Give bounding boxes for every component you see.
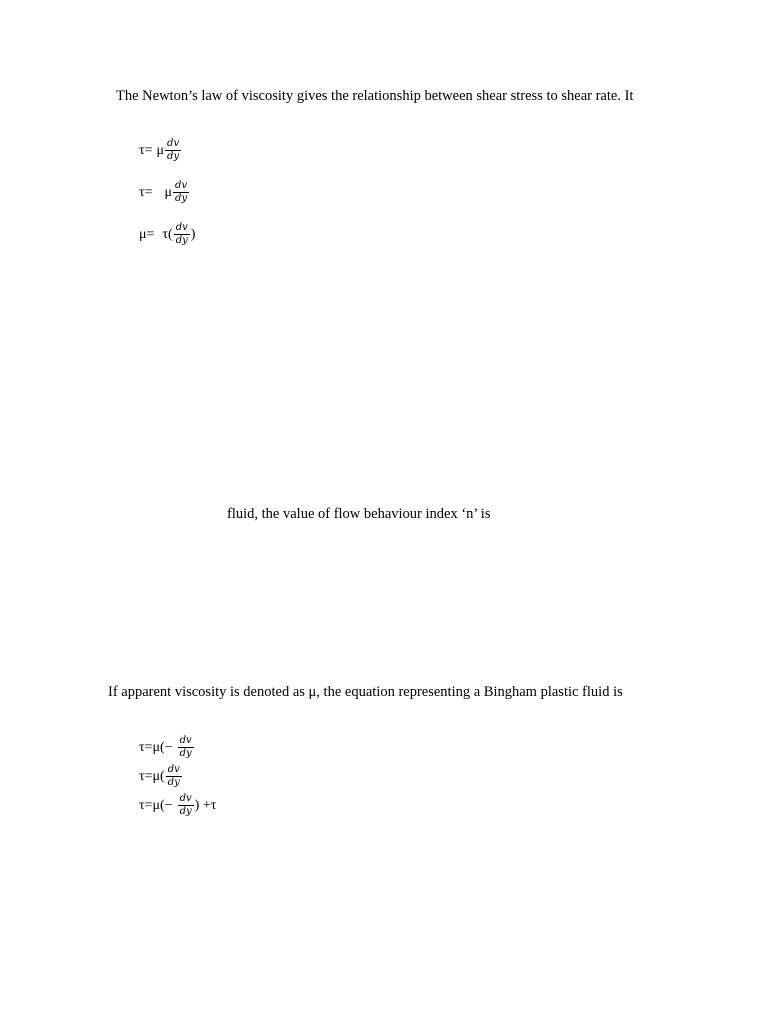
fraction-denominator: dy [167, 151, 180, 162]
question-3-text: If apparent viscosity is denoted as μ, the equation representing a Bingham plastic fluid is [108, 684, 623, 700]
equation-coefficient: μ [164, 184, 173, 200]
equation-close: ) +τ [194, 797, 217, 813]
question-2-text: fluid, the value of flow behaviour index ‘n’ is [227, 506, 491, 522]
fraction [165, 139, 181, 162]
question-3-option-1 [139, 736, 195, 759]
fraction [173, 181, 189, 204]
equation-coefficient: τ( [162, 226, 173, 242]
fraction-denominator: dy [175, 235, 188, 246]
fraction [178, 794, 194, 817]
fraction-denominator: dy [175, 193, 188, 204]
equation-lhs: μ= [139, 226, 155, 242]
fraction [166, 765, 182, 788]
fraction [178, 736, 194, 759]
equation-coefficient: μ [156, 142, 165, 158]
fraction-numerator: dv [179, 735, 192, 746]
equation-coefficient: μ( [152, 768, 165, 784]
fraction-denominator: dy [179, 806, 192, 817]
fraction-numerator: dv [167, 138, 180, 149]
equation-lhs: τ= [139, 184, 153, 200]
question-3-option-3 [139, 794, 216, 817]
equation-lhs: τ= [139, 768, 153, 784]
question-1-option-3 [139, 223, 195, 246]
equation-lhs: τ= [139, 142, 153, 158]
equation-coefficient: μ(− [152, 739, 173, 755]
fraction-denominator: dy [167, 777, 180, 788]
question-1-option-2 [139, 181, 190, 204]
equation-lhs: τ= [139, 797, 153, 813]
question-1-text: The Newton’s law of viscosity gives the relationship between shear stress to shear rate. It [116, 88, 634, 104]
fraction-numerator: dv [175, 180, 188, 191]
question-1-option-1 [139, 139, 182, 162]
question-3-option-2 [139, 765, 183, 788]
equation-lhs: τ= [139, 739, 153, 755]
fraction-denominator: dy [179, 748, 192, 759]
equation-coefficient: μ(− [152, 797, 173, 813]
fraction-numerator: dv [175, 222, 188, 233]
fraction-numerator: dv [167, 764, 180, 775]
fraction [174, 223, 190, 246]
fraction-numerator: dv [179, 793, 192, 804]
equation-close: ) [190, 226, 196, 242]
